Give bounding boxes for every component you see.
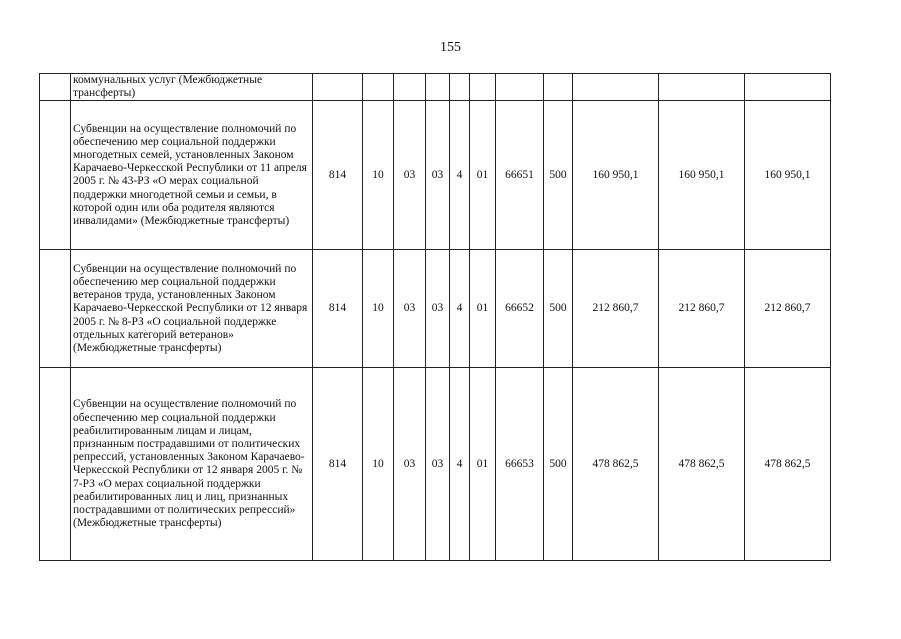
expense-type-cell: 500	[544, 250, 573, 368]
subsection-code-cell	[394, 74, 426, 101]
event-code-cell: 01	[470, 101, 496, 250]
section-code-cell: 10	[363, 101, 394, 250]
description-cell: Субвенции на осуществление полномочий по обеспечению мер социальной поддержки ветеранов труда, установленных Законом Карачаево-Черкесской Республики от 12 января 2005 г. № 8-РЗ «О социальной поддержке отдельных категорий ветеранов» (Межбюджетные трансферты)	[71, 250, 313, 368]
budget-table	[39, 73, 831, 561]
program-code-cell	[426, 74, 450, 101]
subsection-code-cell: 03	[394, 368, 426, 561]
amount-year-1-cell: 212 860,7	[573, 250, 659, 368]
row-index-cell	[40, 74, 71, 101]
description-cell: Субвенции на осуществление полномочий по обеспечению мер социальной поддержки реабилитированным лицам и лицам, признанным пострадавшими от политических репрессий, установленных Законом Карачаево-Черкесской Республики от 12 января 2005 г. № 7-РЗ «О мерах социальной поддержки реабилитированных лиц и лиц, признанных пострадавшими от политических репрессий» (Межбюджетные трансферты)	[71, 368, 313, 561]
amount-year-2-cell: 160 950,1	[659, 101, 745, 250]
ministry-code-cell: 814	[313, 368, 363, 561]
direction-code-cell: 66653	[496, 368, 544, 561]
section-code-cell: 10	[363, 250, 394, 368]
section-code-cell: 10	[363, 368, 394, 561]
direction-code-cell: 66651	[496, 101, 544, 250]
table-row	[40, 250, 831, 368]
row-index-cell	[40, 250, 71, 368]
event-code-cell	[470, 74, 496, 101]
row-index-cell	[40, 101, 71, 250]
amount-year-1-cell: 160 950,1	[573, 101, 659, 250]
amount-year-3-cell: 160 950,1	[745, 101, 831, 250]
ministry-code-cell: 814	[313, 101, 363, 250]
program-code-cell: 03	[426, 250, 450, 368]
page-number: 155	[440, 40, 461, 55]
ministry-code-cell: 814	[313, 250, 363, 368]
description-cell: коммунальных услуг (Межбюджетные трансферты)	[71, 74, 313, 101]
amount-year-1-cell: 478 862,5	[573, 368, 659, 561]
event-code-cell: 01	[470, 368, 496, 561]
subsection-code-cell: 03	[394, 101, 426, 250]
amount-year-3-cell	[745, 74, 831, 101]
expense-type-cell	[544, 74, 573, 101]
program-code-cell: 03	[426, 368, 450, 561]
table-row	[40, 368, 831, 561]
table-row	[40, 74, 831, 101]
section-code-cell	[363, 74, 394, 101]
subprogram-code-cell	[450, 74, 470, 101]
direction-code-cell	[496, 74, 544, 101]
amount-year-2-cell: 478 862,5	[659, 368, 745, 561]
amount-year-3-cell: 212 860,7	[745, 250, 831, 368]
subprogram-code-cell: 4	[450, 250, 470, 368]
program-code-cell: 03	[426, 101, 450, 250]
table-row	[40, 101, 831, 250]
event-code-cell: 01	[470, 250, 496, 368]
subprogram-code-cell: 4	[450, 101, 470, 250]
expense-type-cell: 500	[544, 368, 573, 561]
subsection-code-cell: 03	[394, 250, 426, 368]
direction-code-cell: 66652	[496, 250, 544, 368]
ministry-code-cell	[313, 74, 363, 101]
amount-year-1-cell	[573, 74, 659, 101]
subprogram-code-cell: 4	[450, 368, 470, 561]
description-cell: Субвенции на осуществление полномочий по обеспечению мер социальной поддержки многодетных семей, установленных Законом Карачаево-Черкесской Республики от 11 апреля 2005 г. № 43-РЗ «О мерах социальной поддержки многодетной семьи и семьи, в которой один или оба родителя являются инвалидами» (Межбюджетные трансферты)	[71, 101, 313, 250]
row-index-cell	[40, 368, 71, 561]
amount-year-3-cell: 478 862,5	[745, 368, 831, 561]
amount-year-2-cell: 212 860,7	[659, 250, 745, 368]
expense-type-cell: 500	[544, 101, 573, 250]
amount-year-2-cell	[659, 74, 745, 101]
